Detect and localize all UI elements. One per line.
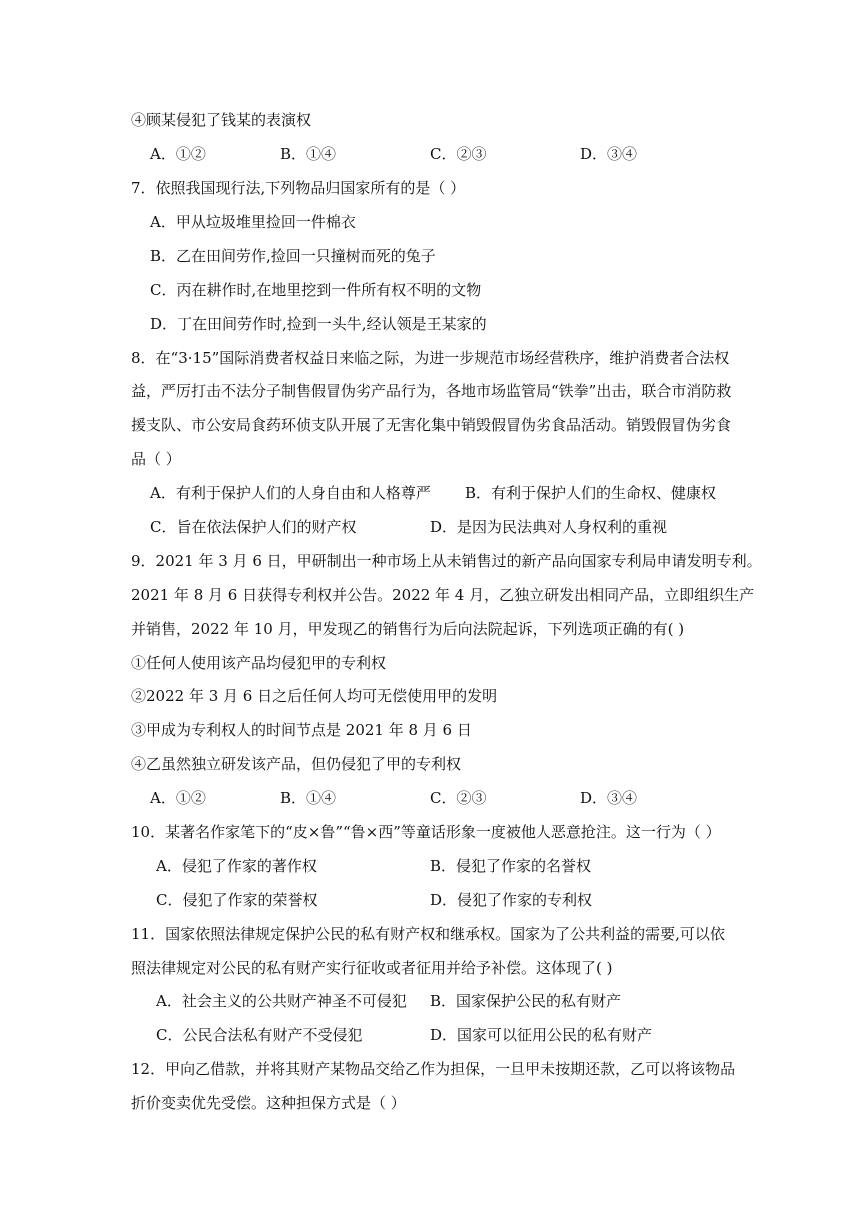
q11-stem-line-2: 照法律规定对公民的私有财产实行征收或者征用并给予补偿。这体现了( ) [131, 959, 613, 977]
q10-stem: 10．某著名作家笔下的“皮×鲁”“鲁×西”等童话形象一度被他人恶意抢注。这一行为（ ） [131, 823, 721, 841]
q6-option-a: A．①② [150, 145, 206, 163]
q7-option-c: C．丙在耕作时,在地里挖到一件所有权不明的文物 [150, 281, 482, 299]
q8-option-a: A．有利于保护人们的人身自由和人格尊严 [150, 484, 431, 502]
q9-statement-3: ③甲成为专利权人的时间节点是 2021 年 8 月 6 日 [131, 721, 472, 739]
q12-stem-line-2: 折价变卖优先受偿。这种担保方式是（ ） [131, 1094, 406, 1112]
q8-stem-line-3: 援支队、市公安局食药环侦支队开展了无害化集中销毁假冒伪劣食品活动。销毁假冒伪劣食 [131, 416, 732, 434]
q6-option-c: C．②③ [430, 145, 487, 163]
q6-option-d: D．③④ [580, 145, 638, 163]
q9-option-d: D．③④ [580, 789, 638, 807]
q11-option-d: D．国家可以征用公民的私有财产 [430, 1026, 653, 1044]
q11-option-b: B．国家保护公民的私有财产 [430, 992, 622, 1010]
q10-option-d: D．侵犯了作家的专利权 [430, 891, 593, 909]
q7-option-a: A．甲从垃圾堆里捡回一件棉衣 [150, 213, 356, 231]
q8-stem-line-1: 8．在“3·15”国际消费者权益日来临之际，为进一步规范市场经营秩序，维护消费者合法权 [131, 349, 730, 367]
q9-option-a: A．①② [150, 789, 206, 807]
q10-option-a: A．侵犯了作家的著作权 [156, 857, 317, 875]
q7-stem: 7．依照我国现行法,下列物品归国家所有的是（ ） [131, 179, 466, 197]
q8-option-b: B．有利于保护人们的生命权、健康权 [465, 484, 717, 502]
q11-option-a: A．社会主义的公共财产神圣不可侵犯 [156, 992, 407, 1010]
q9-statement-2: ②2022 年 3 月 6 日之后任何人均可无偿使用甲的发明 [131, 687, 498, 705]
q11-stem-line-1: 11．国家依照法律规定保护公民的私有财产权和继承权。国家为了公共利益的需要,可以依 [131, 925, 725, 943]
q9-statement-4: ④乙虽然独立研发该产品，但仍侵犯了甲的专利权 [131, 755, 462, 773]
q10-option-c: C．侵犯了作家的荣誉权 [156, 891, 318, 909]
q9-option-b: B．①④ [280, 789, 337, 807]
q11-option-c: C．公民合法私有财产不受侵犯 [156, 1026, 363, 1044]
q8-stem-line-2: 益，严厉打击不法分子制售假冒伪劣产品行为，各地市场监管局“铁拳”出击，联合市消防救 [131, 382, 732, 400]
q9-stem-line-1: 9．2021 年 3 月 6 日，甲研制出一种市场上从未销售过的新产品向国家专利局申请发明专利。 [131, 552, 762, 570]
q7-option-b: B．乙在田间劳作,捡回一只撞树而死的兔子 [150, 247, 436, 265]
q8-option-d: D．是因为民法典对人身权利的重视 [430, 518, 668, 536]
q9-stem-line-2: 2021 年 8 月 6 日获得专利权并公告。2022 年 4 月，乙独立研发出相同产品，立即组织生产 [131, 586, 755, 604]
q9-statement-1: ①任何人使用该产品均侵犯甲的专利权 [131, 654, 387, 672]
q6-option-b: B．①④ [280, 145, 337, 163]
q9-option-c: C．②③ [430, 789, 487, 807]
q8-stem-line-4: 品（ ） [131, 450, 181, 468]
q10-option-b: B．侵犯了作家的名誉权 [430, 857, 592, 875]
q9-stem-line-3: 并销售，2022 年 10 月，甲发现乙的销售行为后向法院起诉，下列选项正确的有( ) [131, 620, 685, 638]
q6-statement-4: ④顾某侵犯了钱某的表演权 [131, 111, 312, 129]
q8-option-c: C．旨在依法保护人们的财产权 [150, 518, 357, 536]
q12-stem-line-1: 12．甲向乙借款，并将其财产某物品交给乙作为担保，一旦甲未按期还款，乙可以将该物品 [131, 1060, 736, 1078]
q7-option-d: D．丁在田间劳作时,捡到一头牛,经认领是王某家的 [150, 315, 487, 333]
